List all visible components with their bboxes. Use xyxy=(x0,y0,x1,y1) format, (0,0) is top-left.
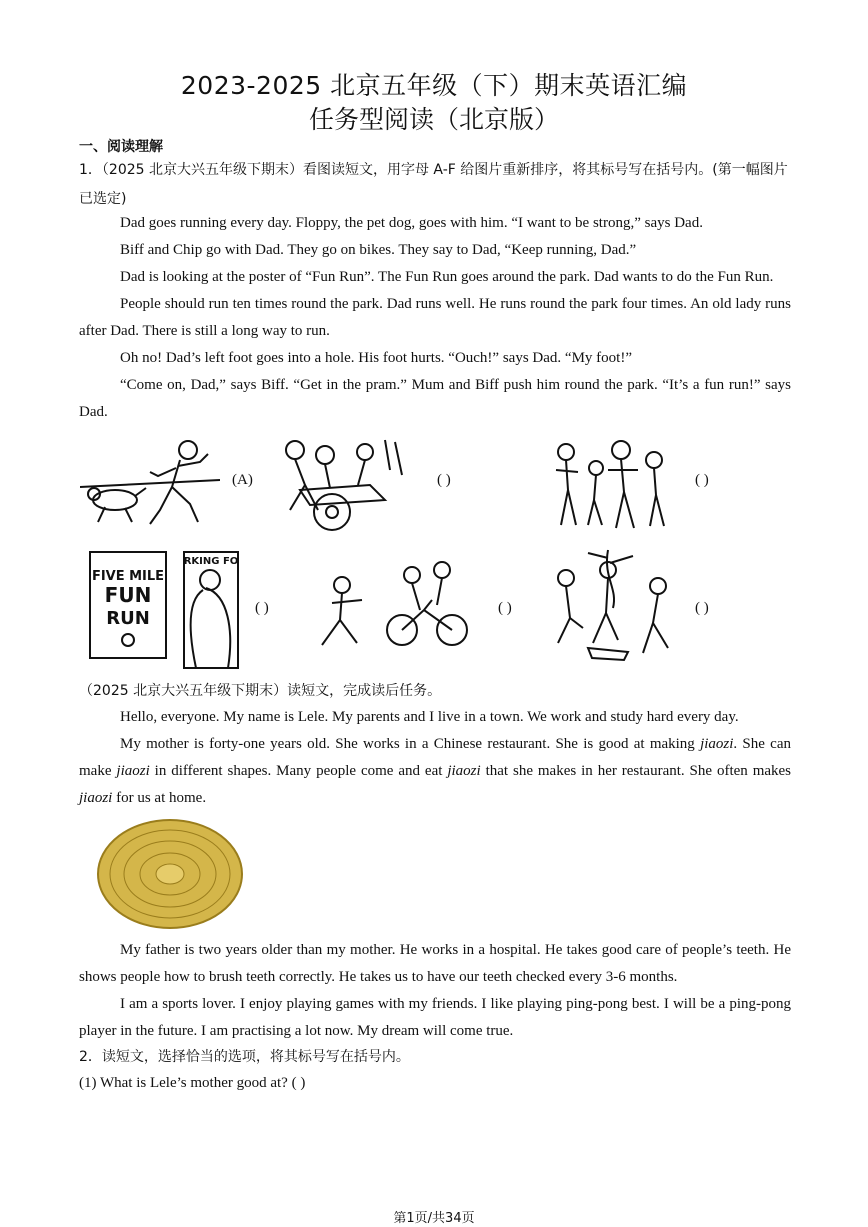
lele-paragraph-4: I am a sports lover. I enjoy playing games with my friends. I like playing ping-pong best. I will be a ping-pong player in the future. I am practising a lot now. My dream will come true. xyxy=(79,996,791,1039)
text-run: for us at home. xyxy=(112,790,207,806)
text-run: that she makes in her restaurant. She often makes xyxy=(480,763,792,779)
poster-text-line1: FIVE MILE xyxy=(91,569,165,584)
section-heading: 一、阅读理解 xyxy=(79,139,163,155)
text-run: My mother is forty-one years old. She works in a Chinese restaurant. She is good at making xyxy=(120,736,701,752)
text-run: in different shapes. Many people come and eat xyxy=(149,763,448,779)
answer-blank: ( ) xyxy=(695,472,709,488)
text-run: . She can make xyxy=(79,736,791,779)
poster-text-line2: FUN xyxy=(104,583,152,607)
story-paragraph: Oh no! Dad’s left foot goes into a hole. His foot hurts. “Ouch!” says Dad. “My foot!” xyxy=(120,350,632,366)
story-paragraph: Dad is looking at the poster of “Fun Run”. The Fun Run goes around the park. Dad wants to do the Fun Run. xyxy=(120,269,774,285)
jiaozi-term: jiaozi xyxy=(79,790,113,806)
poster-sign-text: RKING FO xyxy=(183,556,239,567)
jiaozi-term: jiaozi xyxy=(447,763,481,779)
poster-text-line3: RUN xyxy=(106,608,150,629)
story-paragraph: Biff and Chip go with Dad. They go on bikes. They say to Dad, “Keep running, Dad.” xyxy=(120,242,637,258)
picture-dad-running-with-dog xyxy=(80,432,220,532)
answer-blank: ( ) xyxy=(437,472,451,488)
document-title: 2023-2025 北京五年级（下）期末英语汇编 xyxy=(180,71,688,100)
picture-children-on-bikes xyxy=(312,555,477,655)
answer-blank-a: (A) xyxy=(232,472,253,488)
answer-blank: ( ) xyxy=(695,600,709,616)
story-text xyxy=(79,210,791,426)
picture-jiaozi-plate xyxy=(96,818,244,930)
lele-passage-top xyxy=(79,704,791,812)
lele-paragraph-2 xyxy=(79,731,791,812)
answer-blank: ( ) xyxy=(498,600,512,616)
question-2-instruction: 2．读短文，选择恰当的选项，将其标号写在括号内。 xyxy=(79,1049,410,1065)
story-paragraph: Dad goes running every day. Floppy, the pet dog, goes with him. “I want to be strong,” says Dad. xyxy=(120,215,703,231)
story-paragraph: People should run ten times round the park. Dad runs well. He runs round the park four times. An old lady runs after Dad. There is still a long way to run. xyxy=(79,296,791,339)
picture-fun-run-poster xyxy=(88,550,240,670)
lele-passage-bottom xyxy=(79,937,791,1045)
lele-paragraph-3: My father is two years older than my mother. He works in a hospital. He takes good care of people’s teeth. He shows people how to brush teeth correctly. He takes us to have our teeth checked every 3-6 months. xyxy=(79,942,791,985)
story-paragraph: “Come on, Dad,” says Biff. “Get in the pram.” Mum and Biff push him round the park. “It’s a fun run!” says Dad. xyxy=(79,377,791,420)
question-2-intro: （2025 北京大兴五年级下期末）读短文，完成读后任务。 xyxy=(79,683,442,699)
document-subtitle: 任务型阅读（北京版） xyxy=(308,105,559,134)
picture-dad-falls-hole xyxy=(548,548,680,663)
answer-blank: ( ) xyxy=(255,600,269,616)
jiaozi-term: jiaozi xyxy=(116,763,150,779)
picture-family-group xyxy=(546,430,671,532)
question-2-1: (1) What is Lele’s mother good at? ( ) xyxy=(79,1075,306,1091)
picture-pram-push xyxy=(270,430,410,535)
page-footer: 第1页/共34页 xyxy=(393,1211,475,1226)
question-1-instruction: 1．（2025 北京大兴五年级下期末）看图读短文，用字母 A-F 给图片重新排序，将其标号写在括号内。(第一幅图片已选定) xyxy=(79,162,788,207)
lele-paragraph-1: Hello, everyone. My name is Lele. My parents and I live in a town. We work and study hard every day. xyxy=(120,709,739,725)
jiaozi-term: jiaozi xyxy=(700,736,734,752)
